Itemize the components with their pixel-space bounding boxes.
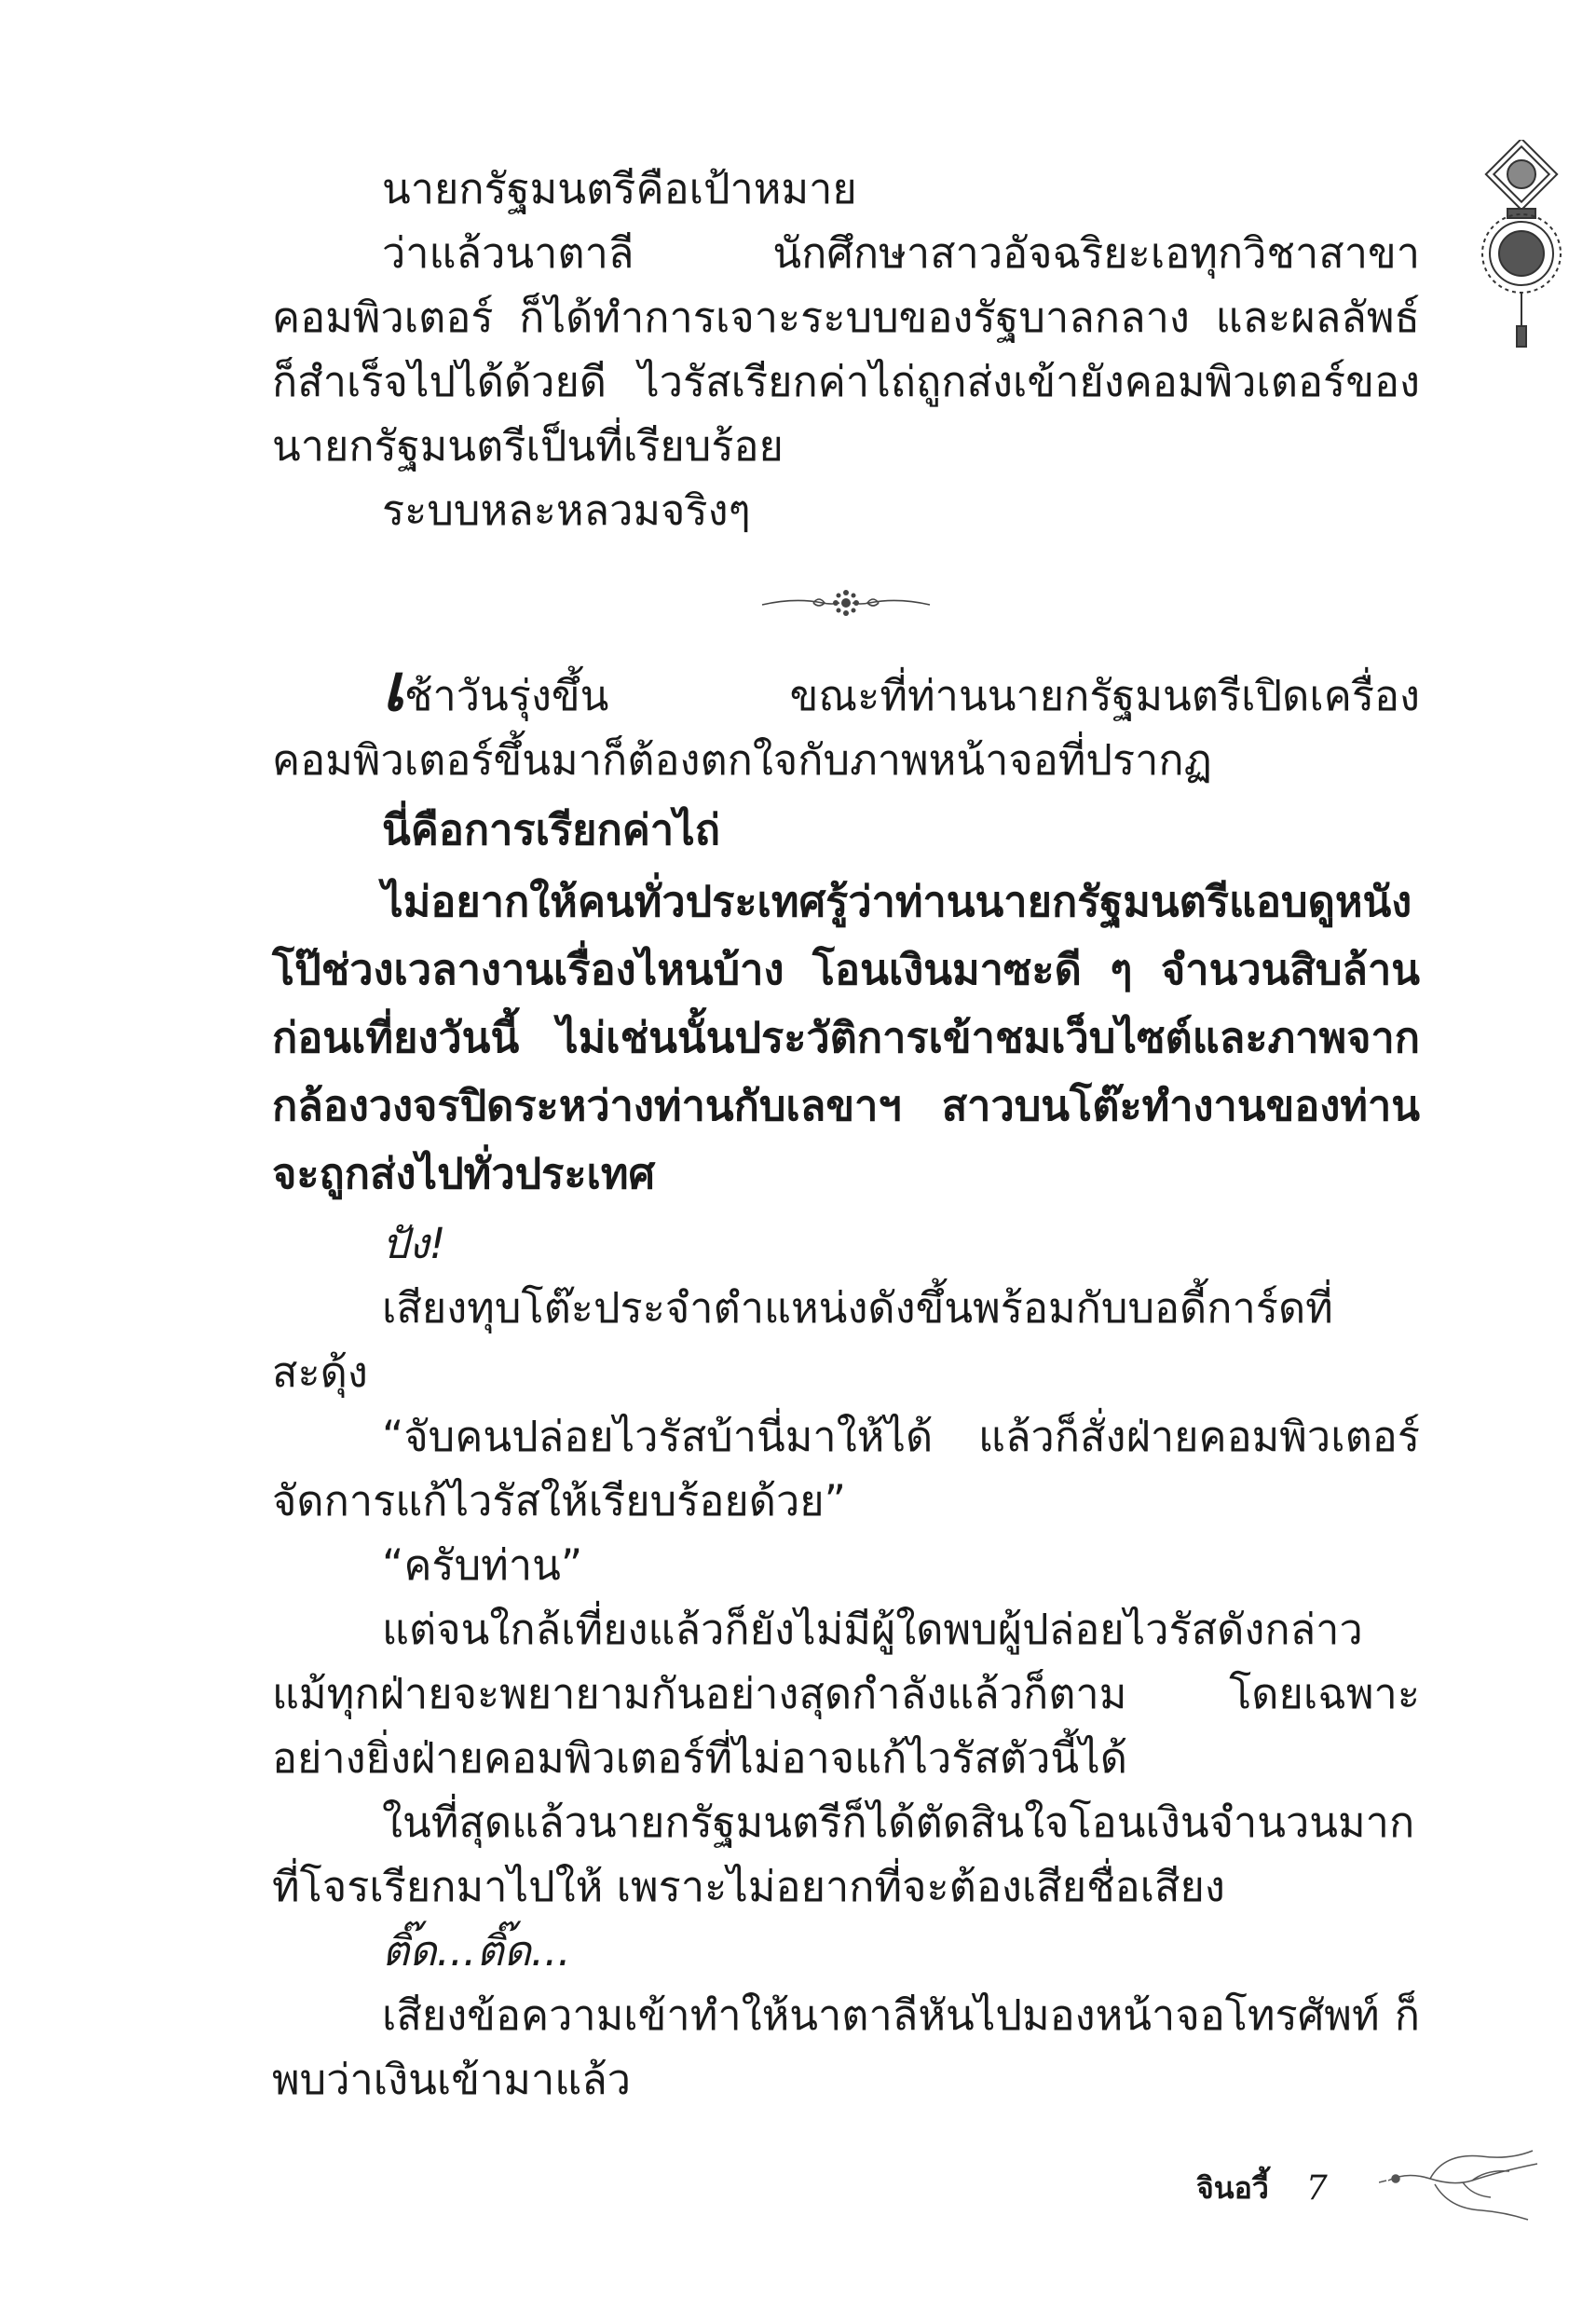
sound-effect-beep: ติ๊ด...ติ๊ด... [382,1926,571,1976]
corner-emblem-icon [1470,140,1573,354]
page-footer [1196,2160,1328,2216]
page-number: 7 [1305,2168,1328,2208]
paragraph-1: นายกรัฐมนตรีคือเป้าหมาย [382,164,857,213]
paragraph-2: ว่าแล้วนาตาลี นักศึกษาสาวอัจฉริยะเอทุกวิชาสาขาคอมพิวเตอร์ ก็ได้ทำการเจาะระบบของรัฐบาลกลาง และผลลัพธ์ก็สำเร็จไปได้ด้วยดี ไวรัสเรียกค่าไถ่ถูกส่งเข้ายังคอมพิวเตอร์ของนายกรัฐมนตรีเป็นที่เรียบร้อย [272,228,1420,471]
paragraph-decision: ในที่สุดแล้วนายกรัฐมนตรีก็ได้ตัดสินใจโอนเงินจำนวนมากที่โจรเรียกมาไปให้ เพราะไม่อยากที่จะต้องเสียชื่อเสียง [272,1798,1415,1911]
opening-text: ช้าวันรุ่งขึ้น ขณะที่ท่านนายกรัฐมนตรีเปิดเครื่องคอมพิวเตอร์ขึ้นมาก็ต้องตกใจกับภาพหน้าจอที่ปรากฏ [272,671,1420,785]
paragraph-search: แต่จนใกล้เที่ยงแล้วก็ยังไม่มีผู้ใดพบผู้ปล่อยไวรัสดังกล่าว แม้ทุกฝ่ายจะพยายามกันอย่างสุดกำลังแล้วก็ตาม โดยเฉพาะอย่างยิ่งฝ่ายคอมพิวเตอร์ที่ไม่อาจแก้ไวรัสตัวนี้ได้ [272,1605,1420,1783]
ransom-message: ไม่อยากให้คนทั่วประเทศรู้ว่าท่านนายกรัฐมนตรีแอบดูหนังโป๊ช่วงเวลางานเรื่องไหนบ้าง โอนเงินมาซะดี ๆ จำนวนสิบล้าน ก่อนเที่ยงวันนี้ ไม่เช่นนั้นประวัติการเข้าชมเว็บไซต์และภาพจากกล้องวงจรปิดระหว่างท่านกับเลขาฯ สาวบนโต๊ะทำงานของท่านจะถูกส่งไปทั่วประเทศ [272,877,1420,1198]
dialogue-reply: “ครับท่าน” [382,1540,583,1590]
footer-book-title: จินอวี้ [1196,2169,1269,2206]
paragraph-table-slam: เสียงทุบโต๊ะประจำตำแหน่งดังขึ้นพร้อมกับบอดี้การ์ดที่สะดุ้ง [272,1283,1333,1397]
crane-bird-icon [1379,2143,1547,2227]
paragraph-3: ระบบหละหลวมจริงๆ [382,485,751,535]
ransom-heading: นี่คือการเรียกค่าไถ่ [382,805,720,855]
dialogue-order: “จับคนปล่อยไวรัสบ้านี่มาให้ได้ แล้วก็สั่งฝ่ายคอมพิวเตอร์จัดการแก้ไวรัสให้เรียบร้อยด้วย” [272,1412,1420,1525]
section-divider [272,542,1420,663]
body-text [272,157,1420,2112]
sound-effect-bang: ปัง! [382,1219,446,1268]
drop-cap: เ [382,650,404,726]
paragraph-final: เสียงข้อความเข้าทำให้นาตาลีหันไปมองหน้าจอโทรศัพท์ ก็พบว่าเงินเข้ามาแล้ว [272,1990,1420,2104]
divider-ornament-icon [757,584,934,622]
section-opening-paragraph [272,650,1420,792]
